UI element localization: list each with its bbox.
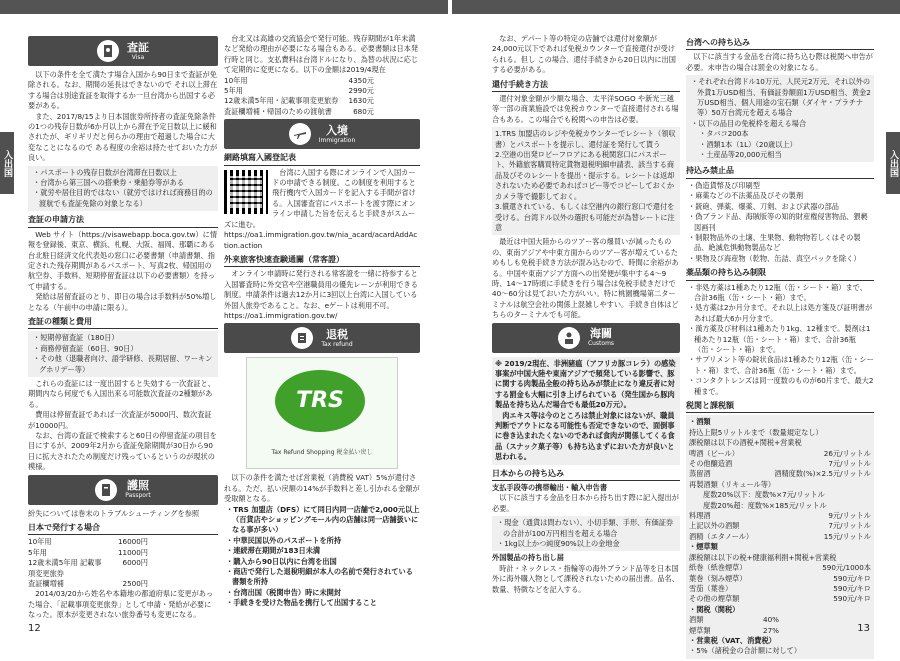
visa-conditions-box — [28, 166, 218, 212]
paragraph: 費用は停留査証であれば一次査証が5000円、数次査証が10000円。 — [28, 410, 212, 430]
right-column-2 — [686, 34, 874, 661]
steps-box — [492, 127, 680, 235]
section-heading: 査証の申請方法 — [28, 215, 218, 227]
url-text[interactable]: https://oa1.immigration.gov.tw/ — [224, 310, 338, 320]
list-item: ・ 処方薬は2か月分まで。それ以上は処方箋及び証明書があれば最大6か月分まで。 — [686, 303, 874, 324]
list-item: ・ 台湾出国（税関申告）時に未開封 — [224, 588, 420, 598]
paragraph: 以下の条件を満たせば営業税（消費税 VAT）5%が還付される。ただ、払い戻額の14%が手数料と差し引かれる金額が受取額となる。 — [224, 473, 420, 504]
table-row — [689, 584, 871, 594]
tax-label: その他の煙草類 — [689, 594, 740, 604]
url-text[interactable]: https://oa1.immigration.gov.tw/nia_acard/acardAddAction.action — [224, 230, 418, 250]
page-number: 13 — [857, 623, 870, 634]
paragraph: 肉エキス等は今のところは禁止対象にはないが、職員判断でアウトになる可能性も否定できないので、面倒事に巻き込まれたくないのであれば食肉が関係してくる食品（スナック菓子等）も持ち込まずにおいた方が良いと思われる。 — [495, 410, 675, 462]
list-item: ・ コンタクトレンズは同一度数のものが60片まで、最大2種まで。 — [686, 376, 874, 397]
list-item: ・ 商務停留査証（60日、90日） — [31, 344, 215, 354]
list-item: ・ 台湾から第三国への搭乗券・乗船券等がある — [31, 178, 215, 188]
passport-icon — [95, 479, 117, 501]
table-row — [689, 449, 871, 459]
refund-banner — [224, 323, 420, 353]
tax-label: 課税額は以下の酒税+関税+営業税 — [689, 438, 802, 448]
section-heading: 網路填寫入國登記表 — [224, 153, 420, 165]
list-item: ・ 麻薬などの不法薬品及びその製剤 — [686, 191, 874, 201]
list-item: ・ 土産品等20,000元相当 — [697, 150, 871, 160]
top-bar — [452, 0, 900, 14]
tax-label: 酒類 — [689, 615, 704, 625]
list-item: ・ 購入から90日以内に台湾を出国 — [224, 557, 420, 567]
tax-box — [686, 415, 874, 658]
table-row — [689, 501, 871, 511]
tax-refund-logo — [246, 357, 398, 469]
tax-label: 紙巻（紙巻煙草） — [689, 563, 747, 573]
paragraph: Web サイト（https://visawebapp.boca.gov.tw）に情報を登録後、東京、横浜、札幌、大阪、福岡、那覇にある台北駐日経済文化代表処の窓口に必要書類（申請書類、指定された残存期間があるパスポート、写真2枚、帰国用の航空券、手数料、短期停留査証は以下の必要書類）を持って申請する。 — [28, 229, 218, 291]
paragraph: 台北又は高雄の交流協会で発行可能。残存期間が1年未満など発給の理由が必要になる場合もある。必要書類は日本発行時と同じ。支払費料は台湾ドルになり、為替の状況に応じて定期的に変更になる。以下の金額は2019/4現在 — [224, 34, 419, 75]
tax-label: 料理酒 — [689, 511, 711, 521]
fee-label: 12歳未満5年用・記載事項変更旅券 — [224, 96, 339, 106]
list-item: ・ 果物及び海産物（乾物、缶詰、真空パックを除く） — [686, 254, 874, 264]
fee-label: 10年用 — [28, 537, 52, 547]
tax-value: 酒精度数(%)×2.5元/リットル — [774, 469, 871, 479]
list-item: ・ それぞれ台湾ドル10万元、人民元2万元、それ以外の外貨1万USD相当、有価証券額面1万USD相当、黄金2万USD相当、個人用途の宝石類（ダイヤ・プラチナ等）50万台湾元を超える場合 — [689, 77, 871, 119]
fee-value: 16000円 — [117, 537, 148, 547]
paragraph: オンライン申請時に発行される常客證を一緒に持参すると入国審査時に外交官や空港職員用の優先レーンが利用できる制度。申請条件は過去12か月に3回以上台湾に入国している外国人旅券であること。なお、eゲートは利用不可。 — [224, 269, 418, 310]
tax-label: その他醸造酒 — [689, 459, 733, 469]
list-item: ・ 就労や居住目的ではない（就労ではければ商務目的の渡航でも査証免除の対象となる） — [31, 188, 215, 209]
fee-value: 680元 — [353, 106, 374, 116]
fee-value: 6000円 — [122, 558, 148, 568]
qr-code — [224, 170, 268, 214]
asf-notice-box — [492, 357, 680, 465]
tax-label: 葉巻（刻み煙草） — [689, 573, 747, 583]
table-row — [689, 438, 871, 448]
paragraph: 時計・ネックレス・指輪等の海外ブランド品等を日本国外に海外購入物として課税されないための届出書。品名、数量、特徴などを記入する。 — [492, 563, 679, 594]
tax-label: 啤酒（ビール） — [689, 448, 739, 458]
table-row — [689, 521, 871, 531]
paragraph: 課税額は以下の税+健康福利捐+関税+営業税 — [689, 552, 837, 562]
tax-label: 持込上限5リットルまで（数量規定なし） — [689, 427, 823, 437]
tax-label: 再製酒類（リキュール等） — [689, 479, 776, 489]
airplane-icon — [289, 123, 311, 145]
section-heading: 査証の種類と費用 — [28, 317, 218, 329]
tax-value: 590元/1000本 — [822, 563, 871, 573]
page-number: 12 — [28, 623, 41, 634]
list-item: ・ 偽造貨幣及び印刷型 — [686, 181, 874, 191]
banner-title: 退税 — [325, 327, 348, 341]
trs-logo-caption: Tax Refund Shopping 税金払い戻し — [271, 448, 373, 456]
list-item: ・ 手続きを受けた物品を携行して出国すること — [224, 598, 420, 608]
banner-subtitle: Visa — [131, 53, 145, 61]
subheading: 支払手段等の携帯輸出・輸入申告書 — [492, 483, 608, 493]
table-row — [28, 537, 148, 547]
table-row — [689, 532, 871, 542]
list-item: ・ その他（退職者向け、語学研修、長期居留、ワーキングホリデー等） — [31, 354, 215, 375]
paragraph: 以下の条件を全て満たす場合入国から90日まで査証が免除される。なお、期間の延長はできないので それ以上滞在する場合は別途査証を取得するか一旦台湾から出国する必要がある。 — [28, 70, 218, 111]
list-item: ・ 中華民国以外のパスポートを所持 — [224, 536, 420, 546]
tax-value: 40% — [763, 615, 779, 625]
top-bar — [0, 0, 448, 14]
passport-banner — [28, 475, 218, 505]
table-row — [689, 563, 871, 573]
fee-label: 10年用 — [224, 75, 248, 85]
list-item: ・ 以下の品目の免税枠を超える場合 — [689, 119, 871, 129]
fee-label: 5年用 — [224, 86, 243, 96]
section-heading: 薬品類の持ち込み制限 — [686, 268, 874, 280]
table-row — [28, 558, 148, 579]
list-item: ・ タバコ200本 — [697, 129, 871, 139]
banner-subtitle: Customs — [587, 340, 615, 348]
left-column-1 — [28, 34, 218, 621]
table-row — [689, 626, 779, 636]
trs-logo-mark: TRS — [275, 370, 365, 432]
subheading: ・関税（関税） — [689, 604, 740, 614]
right-column-1 — [492, 34, 680, 595]
table-row — [689, 469, 871, 479]
tax-value: 27% — [763, 625, 779, 635]
tax-value: 590元/キロ — [833, 594, 871, 604]
list-item: 3.償還されている、もしくは空港内の銀行窓口で還付を受ける。台湾ドル以外の選択も可能だが為替レートに注意 — [495, 202, 675, 232]
list-item: ・ 偽ブランド品、海賊版等の知的財産権侵害物品、猥褻図画刊 — [686, 212, 874, 233]
table-row — [28, 548, 148, 558]
tax-label: 酒精（エタノール） — [689, 531, 754, 541]
fee-value: 2500円 — [122, 579, 148, 589]
paragraph: 以下に該当する金品を台湾に持ち込む際は税関へ申告が必要。未申告の場合は罰金の対象になる。 — [686, 52, 873, 72]
list-item: ・ サプリメント等の錠状食品は1種あたり12瓶（缶・シート・箱）まで、合計36瓶（缶・シート・箱）まで。 — [686, 355, 874, 376]
banner-title: 査証 — [127, 40, 149, 54]
fee-table — [28, 537, 148, 589]
tax-label: 蒸留酒 — [689, 469, 711, 479]
tax-label: ・酒類 — [689, 417, 711, 427]
list-item: ・ 商店で発行した退稅明細が本人の名前で発行されている書類を所持 — [224, 567, 420, 588]
section-heading: 台湾への持ち込み — [686, 38, 874, 50]
fee-value: 11000円 — [117, 547, 148, 557]
right-page — [452, 0, 900, 656]
tax-value: 7元/リットル — [828, 521, 871, 531]
table-row — [28, 579, 148, 589]
tax-label: 度数20%超：度数%×185元/リットル — [703, 500, 827, 510]
immigration-banner — [224, 119, 420, 149]
declare-box — [686, 75, 874, 162]
fee-value: 4350元 — [348, 75, 374, 85]
table-row — [224, 86, 374, 96]
left-page — [0, 0, 448, 638]
tax-label: 度数20%以下：度数%×7元/リットル — [703, 490, 825, 500]
subheading: ・営業税（VAT、消費税） — [689, 635, 776, 645]
table-row — [689, 511, 871, 521]
banner-subtitle: Tax refund — [321, 340, 353, 348]
receipt-icon — [291, 327, 313, 349]
subheading: 外国製品の持ち出し届 — [492, 553, 564, 563]
paragraph: また、2017/8/15より日本国旅券所持者の査証免除条件の1つの残存日数が6か月以上から滞在予定日数以上に緩和されたが、ギリギリだと何らかの理由で超過した場合に大変なことになるので ある程度の余裕は持たせておいた方が良い。 — [28, 111, 218, 163]
fee-label: 査証欄増補 — [28, 579, 64, 589]
list-item: ・ 非処方薬は1種あたり12瓶（缶・シート・箱）まで、合計36瓶（缶・シート・箱）まで。 — [686, 283, 874, 304]
table-row — [689, 615, 779, 625]
section-heading: 還付手続き方法 — [492, 80, 680, 92]
list-item: ・ 銃砲、弾薬、爆薬、刀剣、および武器の部品 — [686, 202, 874, 212]
list-item: 2.空港の出発ロビーフロアにある税関窓口にパスポート、外籍旅客購買特定貨物退税明細申請表、該当する商品及びそのレシートを提出・提示する。レシートは返却されないため必要であればコピー等でコピーしておくかカメラ等で撮影しておく。 — [495, 150, 675, 201]
tax-value: 26元/リットル — [823, 448, 871, 458]
paragraph: ・5%（諸税金の合計額に対して） — [689, 646, 802, 656]
paragraph: 最近は中国大陸からのツアー客の爆買いが減ったものの、東南アジアや中東方面からのツアー客が増えているためもしも免税手続き方法が混み込むので、時間に余裕がある。中国や東南アジア方面への出発便が集中する4〜9時、14〜17時頃に手続きを行う場合は免税手続きだけで40〜60分は見ておいた方がいい。特に桃園機場第二ターミナルは航空会社の関係上混雑しやすい。手続き自体はどちらのターミナルでも可能。 — [492, 237, 679, 320]
banner-title: 海關 — [590, 327, 612, 341]
paragraph: 発給は居留査証のとり、即日の場合は手数料が50%増しとなる（午前中の申請に限る）。 — [28, 292, 217, 312]
table-row — [224, 107, 374, 117]
list-item: ・ 制限物品外の土壌、生果物、動物物若しくはその製品、絶滅危惧動物製品など — [686, 233, 874, 254]
paragraph: 紛失については巻末のトラブルシューティングを参照 — [28, 508, 200, 518]
table-row — [689, 417, 871, 427]
fee-value: 1630元 — [348, 96, 374, 106]
section-heading: 税関と課税額 — [686, 401, 874, 413]
table-row — [689, 490, 871, 500]
types-box — [28, 331, 218, 377]
banner-subtitle: Immigration — [318, 136, 356, 144]
tax-value: 7元/リットル — [828, 459, 871, 469]
section-heading: 持込み禁止品 — [686, 166, 874, 178]
section-heading: 日本からの持ち込み — [492, 469, 680, 481]
fee-label: 12歳未満5年用 記載事項変更旅券 — [28, 558, 102, 578]
list-item: ・ 現金（通貨は問わない）、小切手類、手形、有価証券の合計が100万円相当を超える場合 — [495, 518, 677, 539]
banner-title: 入境 — [325, 123, 348, 137]
side-tab-left: 入出国 — [0, 132, 14, 194]
banner-title: 護照 — [126, 479, 149, 493]
table-row — [689, 428, 871, 438]
tax-value: 590元/キロ — [833, 573, 871, 583]
list-item: ・ 漢方薬及び材料は1種あたり1kg、12種まで。製剤は1種あたり12瓶（缶・シート・箱）まで、合計36瓶（缶・シート・箱）まで。 — [686, 324, 874, 355]
paragraph: 還付対象金額が少額な場合、太平洋SOGO や新光三越等一部の商業施設では免税カウンターで直接還付される場合もある。この場合でも税関への申告は必要。 — [492, 94, 679, 124]
list-item: ・ 1kg以上かつ純度90%以上の金地金 — [495, 539, 677, 549]
tax-label: 煙草類 — [689, 625, 711, 635]
visa-banner — [28, 36, 218, 66]
tax-value: 590元/キロ — [833, 583, 871, 593]
list-item: ・ パスポートの残存日数が台湾滞在日数以上 — [31, 168, 215, 178]
table-row — [689, 574, 871, 584]
customs-officer-icon — [558, 327, 580, 349]
table-row — [689, 459, 871, 469]
customs-banner — [492, 323, 680, 353]
list-item: ・ 連続滞在期間が183日未満 — [224, 546, 420, 556]
tax-value: 9元/リットル — [828, 511, 871, 521]
paragraph: なお、台湾の査証で検索すると60日の停留査証の項目を目にするが、2009年2月から査証免除期間が30日から90日に拡大されたため制度だけ残っているというのが現状の模様。 — [28, 431, 217, 472]
fee-label: 5年用 — [28, 547, 47, 557]
paragraph: ※ 2019/2現在、非洲豬瘟（アフリカ豚コレラ）の感染事案が中国大陸や東南アジアで頻発している影響で、豚に関する肉製品全般の持ち込みが禁止になり違反者に対する罰金も大幅に引き上げられている（発生国から豚肉製品を持ち込んだ場合でも最低20万元）。 — [495, 358, 676, 410]
fee-value: 2990元 — [348, 86, 374, 96]
paragraph: 2014/03/20から姓名や本籍地の都道府県に変更があった場合、「記載事項変更旅券」として申請・発給が必要になった。原本が変更されない旅券番号も変更になる。 — [28, 589, 214, 620]
table-row — [689, 594, 871, 604]
table-row — [224, 76, 374, 86]
paragraph: 台湾に入国する際にオンラインで入国カードの申請できる制度。この制度を利用すると飛行機内で入国カードを記入する手間が省ける。入国審査官にパスポートを渡す際にオンライン申請した旨を伝えると手続きがスムーズに進む。 — [224, 167, 416, 229]
table-row — [689, 480, 871, 490]
table-row — [224, 96, 374, 106]
section-heading: 日本で発行する場合 — [28, 523, 218, 535]
list-item: ・ 短期停留査証（180日） — [31, 333, 215, 343]
banner-subtitle: Passport — [125, 492, 151, 500]
list-item: ・ TRS 加盟店（DFS）にて同日内同一店舗で2,000元以上（百貨店やショッピングモール内の店舗は同一店舗扱いになる事が多い） — [224, 505, 420, 536]
side-tab-right: 入出国 — [886, 132, 900, 194]
section-heading: 外来旅客快速查験通關（常客證） — [224, 255, 420, 267]
carry-box — [492, 516, 680, 551]
list-item: ・ 酒類1本（1L）（20歳以上） — [697, 140, 871, 150]
tax-label: 雪茄（葉巻） — [689, 583, 733, 593]
subheading: ・煙草類 — [689, 542, 718, 552]
list-item: 1.TRS 加盟店のレジや免税カウンターでレシート（領収書）とパスポートを提示し、還付証を発行して貰う — [495, 129, 676, 149]
tax-value: 15元/リットル — [823, 531, 871, 541]
local-fee-table — [224, 76, 374, 118]
left-column-2 — [224, 34, 420, 609]
paragraph: なお、デパート等の特定の店舗では還付対象額が24,000元以下であれば免税カウンターで直接還付が受けられる。但し この場合、還付手続きから20日以内に出国する必要がある。 — [492, 34, 676, 75]
paragraph: 以下に該当する金品を日本から持ち出す際に記入提出が必要。 — [492, 493, 679, 513]
tax-label: 上記以外の酒類 — [689, 521, 740, 531]
fee-label: 査証欄増補・帰国のための渡航書 — [224, 106, 332, 116]
passport-icon — [97, 40, 119, 62]
paragraph: これらの査証には一度出国すると失効する一次査証と、期間内なら何度でも入国出来る可能数次査証の2種類がある。 — [28, 378, 215, 409]
